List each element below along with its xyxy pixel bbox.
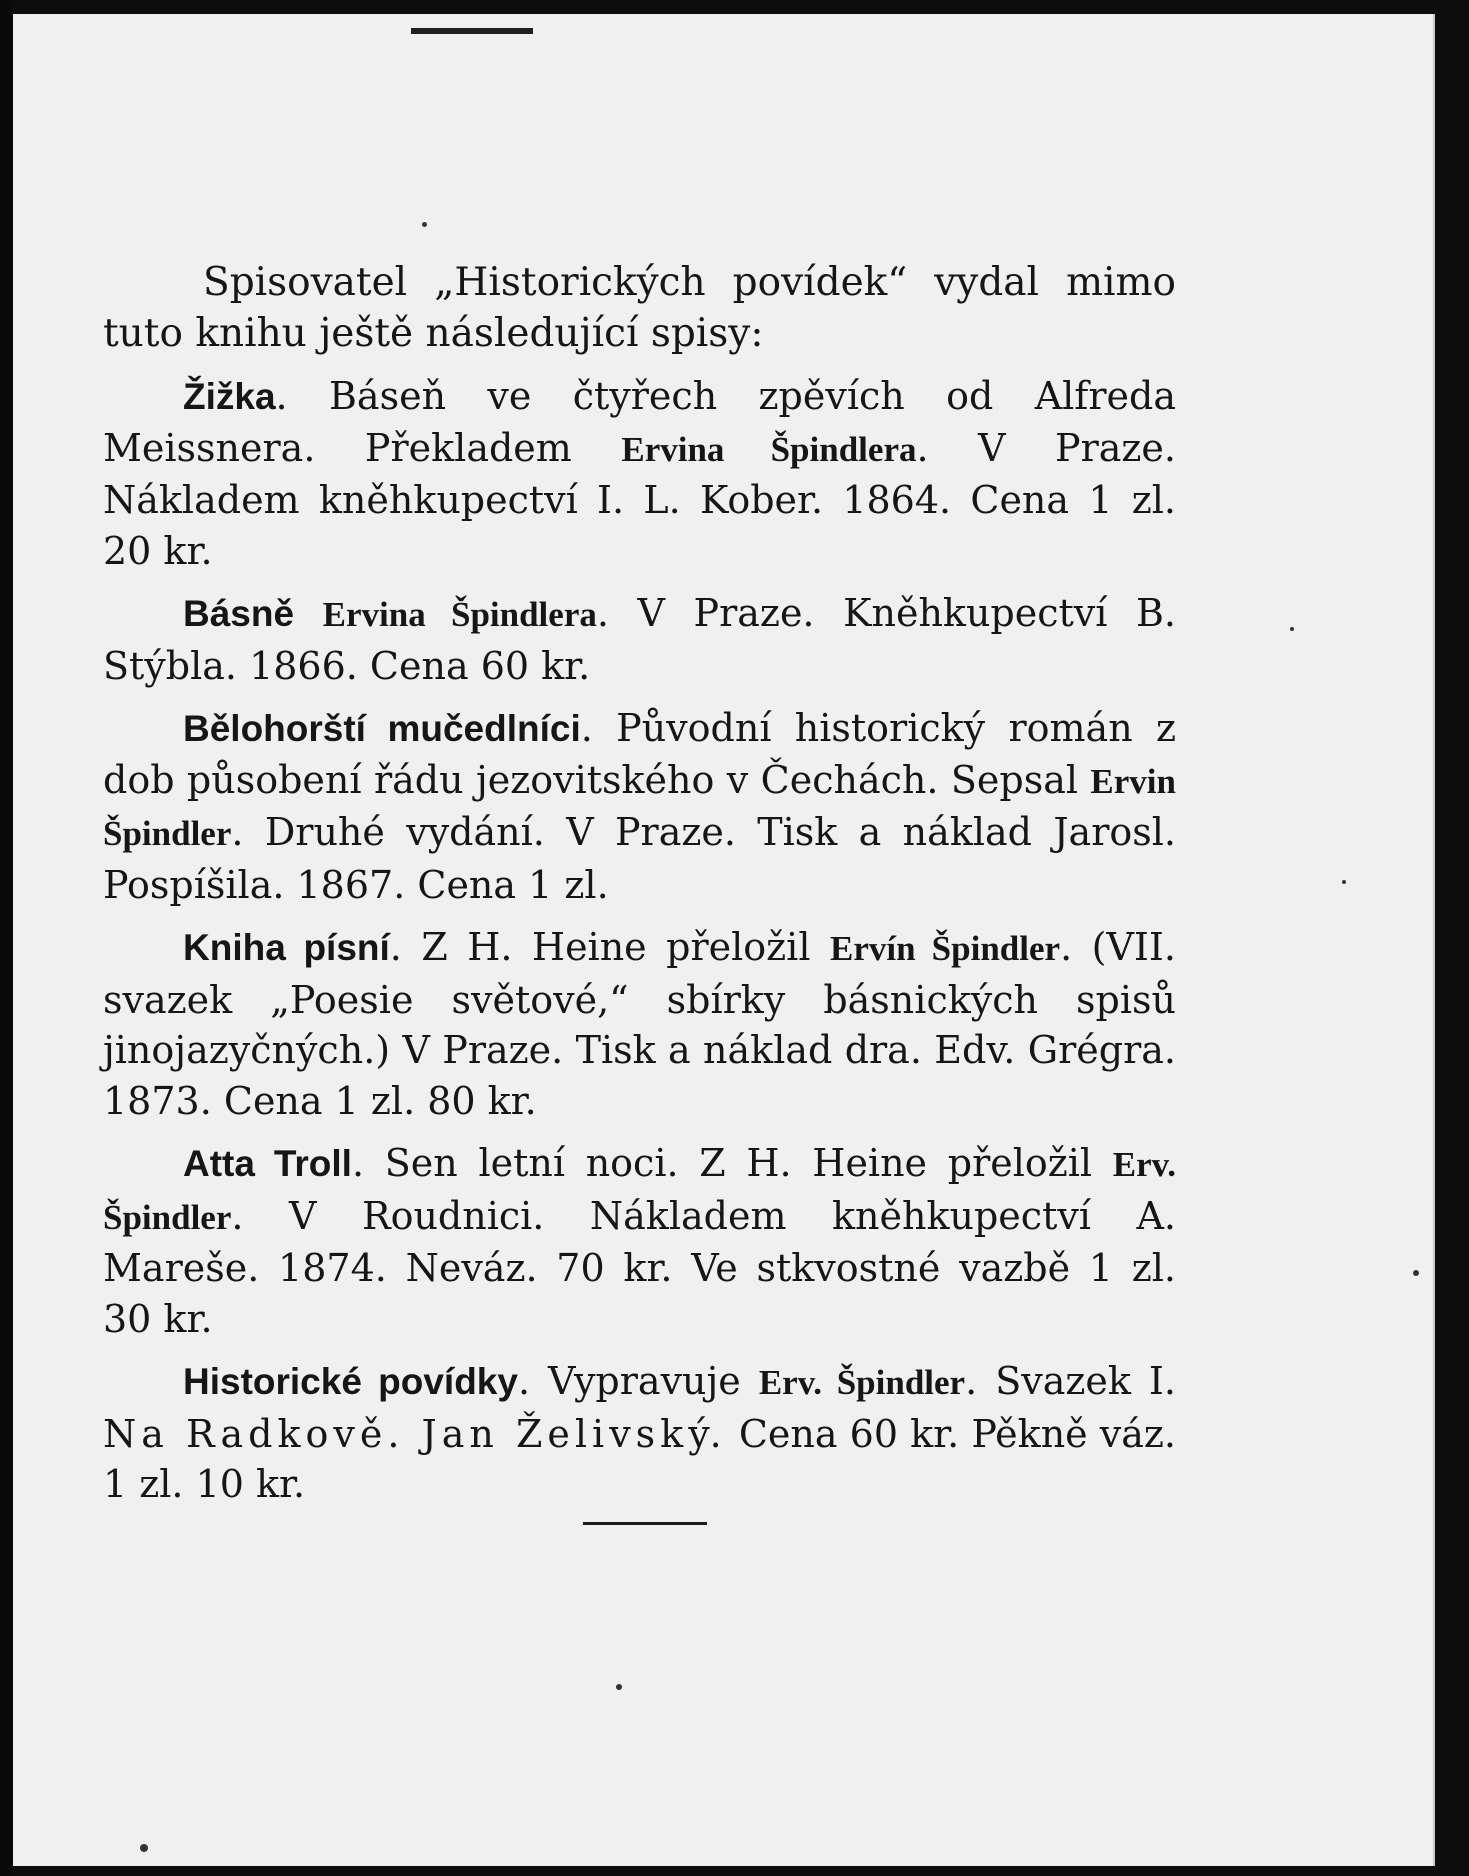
entry-text: . Sen letní noci. Z H. Heine přeložil xyxy=(351,1141,1113,1185)
entry-belohorsti-mucedlnici xyxy=(103,703,1176,910)
volume-contents: Na Radkově. Jan Želivský. xyxy=(103,1411,727,1456)
scan-left-border xyxy=(0,0,13,1876)
entry-text: . Svazek I. xyxy=(965,1359,1176,1403)
intro-paragraph: Spisovatel „Historických povídek“ vydal mimo tuto knihu ještě následující spisy: xyxy=(103,260,1176,356)
author-name: Ervina Špindlera xyxy=(322,595,597,634)
scan-speck xyxy=(1342,880,1346,884)
entry-atta-troll xyxy=(103,1138,1176,1344)
entry-text: . Báseň ve čtyřech zpěvích od Alfreda Meissnera. Překladem xyxy=(103,374,1176,470)
author-name: Ervin Špindler xyxy=(103,761,1176,853)
scan-speck xyxy=(616,1684,622,1690)
scan-top-mark xyxy=(411,28,533,34)
scan-speck xyxy=(1413,1270,1419,1276)
author-name: Erv. Špindler xyxy=(103,1145,1176,1237)
entry-text: Cena 60 kr. Pěkně váz. 1 zl. 10 kr. xyxy=(103,1411,1176,1506)
entry-text: . Druhé vydání. V Praze. Tisk a náklad Jarosl. Pospíšila. 1867. Cena 1 zl. xyxy=(103,810,1176,907)
entry-title: Atta Troll xyxy=(183,1143,352,1184)
scan-speck xyxy=(140,1844,148,1852)
entry-title: Bělohorští mučedlníci xyxy=(183,708,581,749)
entry-text: . V Praze. Kněhkupectví B. Stýbla. 1866. Cena 60 kr. xyxy=(103,591,1176,688)
entry-basne xyxy=(103,588,1176,691)
entry-title: Kniha písní xyxy=(183,927,390,968)
entry-text: . (VII. svazek „Poesie světové,“ sbírky básnických spisů jinojazyčných.) V Praze. Tisk a náklad dra. Edv. Grégra. 1873. Cena 1 zl. 80 kr. xyxy=(103,925,1177,1123)
scan-speck xyxy=(422,222,427,227)
closing-rule xyxy=(583,1522,707,1525)
entry-text: . Z H. Heine přeložil xyxy=(389,925,830,969)
entry-kniha-pisni xyxy=(103,922,1176,1126)
scan-speck xyxy=(1290,627,1294,631)
entry-title: Žižka xyxy=(183,376,276,417)
author-name: Erv. Špindler xyxy=(758,1363,966,1402)
entry-text: . Původní historický román z dob působení řádu jezovitského v Čechách. Sepsal xyxy=(103,706,1176,802)
entry-title: Básně xyxy=(183,593,295,634)
author-name: Ervín Špindler xyxy=(829,929,1061,968)
entry-historicke-povidky xyxy=(103,1356,1176,1510)
entry-text: . V Roudnici. Nákladem kněhkupectví A. Mareše. 1874. Neváz. 70 kr. Ve stkvostné vazbě 1 zl. 30 kr. xyxy=(103,1193,1176,1341)
author-name: Ervina Špindlera xyxy=(621,429,917,469)
entry-zizka xyxy=(103,371,1176,576)
entry-text xyxy=(294,591,323,635)
entry-text: . V Praze. Nákladem kněhkupectví I. L. Kober. 1864. Cena 1 zl. 20 kr. xyxy=(103,425,1177,573)
page-text xyxy=(103,258,1176,1522)
entry-title: Historické povídky xyxy=(183,1361,518,1402)
entry-text: . Vypravuje xyxy=(517,1359,759,1403)
